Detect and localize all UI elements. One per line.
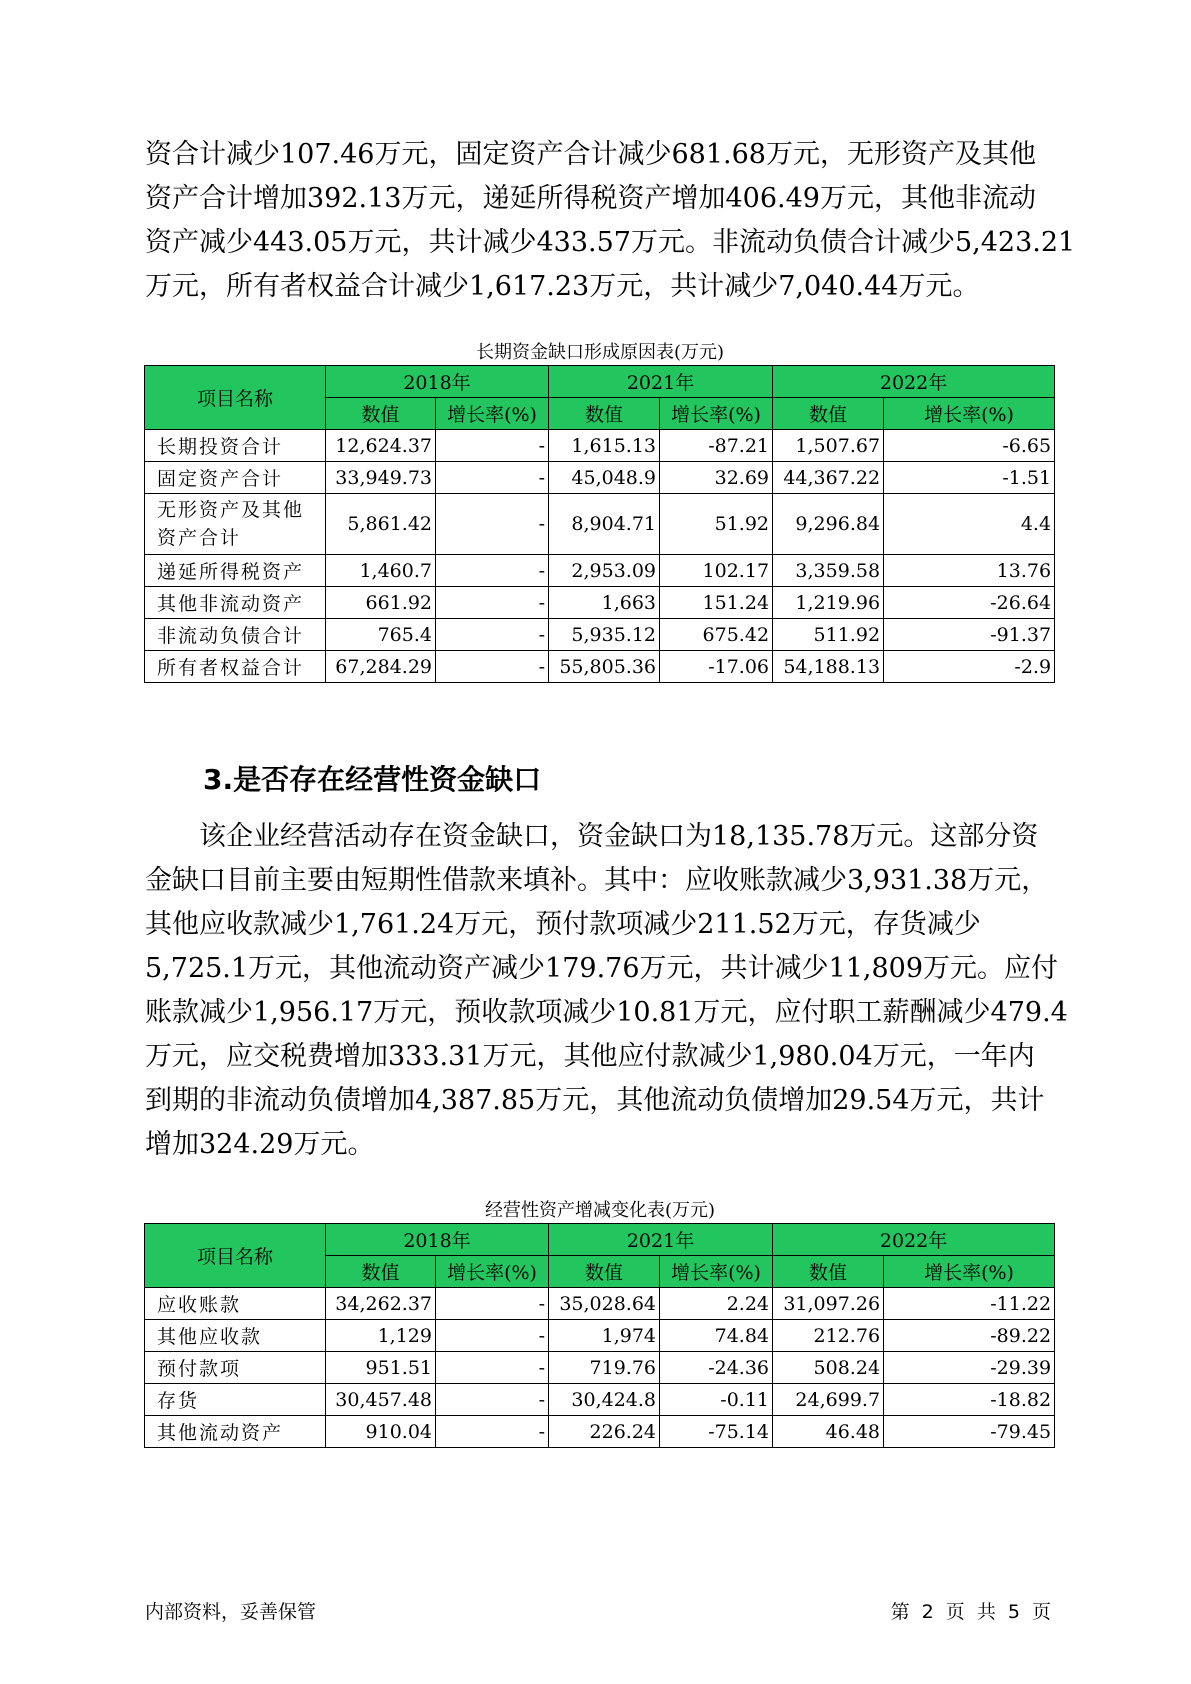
cell-value: 508.24 <box>773 1352 884 1384</box>
table-caption-operating: 经营性资产增减变化表(万元) <box>484 1200 716 1221</box>
row-name: 固定资产合计 <box>145 462 326 494</box>
cell-rate: 675.42 <box>660 619 773 651</box>
cell-value: 951.51 <box>326 1352 436 1384</box>
cell-rate: - <box>436 462 549 494</box>
header-year: 2021年 <box>549 1224 773 1256</box>
table-row <box>145 430 1055 462</box>
cell-value: 5,935.12 <box>549 619 660 651</box>
header-rate: 增长率(%) <box>660 398 773 430</box>
table-row <box>145 1416 1055 1448</box>
header-year: 2022年 <box>773 366 1055 398</box>
table-row <box>145 1384 1055 1416</box>
header-year: 2021年 <box>549 366 773 398</box>
text-line: 增加324.29万元。 <box>145 1129 375 1160</box>
row-name: 递延所得税资产 <box>145 555 326 587</box>
cell-rate: 32.69 <box>660 462 773 494</box>
header-value: 数值 <box>549 398 660 430</box>
cell-rate: 51.92 <box>660 494 773 555</box>
cell-value: 511.92 <box>773 619 884 651</box>
cell-rate: 4.4 <box>884 494 1055 555</box>
cell-value: 34,262.37 <box>326 1288 436 1320</box>
cell-rate: -26.64 <box>884 587 1055 619</box>
cell-value: 35,028.64 <box>549 1288 660 1320</box>
header-rate: 增长率(%) <box>436 1256 549 1288</box>
cell-value: 54,188.13 <box>773 651 884 683</box>
cell-rate: -87.21 <box>660 430 773 462</box>
cell-rate: 2.24 <box>660 1288 773 1320</box>
row-name: 无形资产及其他资产合计 <box>145 494 326 555</box>
cell-rate: -0.11 <box>660 1384 773 1416</box>
page-number: 第 2 页 共 5 页 <box>890 1601 1051 1623</box>
cell-value: 910.04 <box>326 1416 436 1448</box>
table-long-term-gap <box>144 365 1055 683</box>
header-value: 数值 <box>773 1256 884 1288</box>
cell-value: 1,507.67 <box>773 430 884 462</box>
text-line: 5,725.1万元，其他流动资产减少179.76万元，共计减少11,809万元。应付 <box>145 953 1059 984</box>
table-row <box>145 1288 1055 1320</box>
cell-value: 55,805.36 <box>549 651 660 683</box>
cell-rate: -75.14 <box>660 1416 773 1448</box>
text-line: 万元，所有者权益合计减少1,617.23万元，共计减少7,040.44万元。 <box>145 271 980 302</box>
text-line: 到期的非流动负债增加4,387.85万元，其他流动负债增加29.54万元，共计 <box>145 1085 1045 1116</box>
header-value: 数值 <box>326 1256 436 1288</box>
cell-rate: - <box>436 587 549 619</box>
cell-rate: -79.45 <box>884 1416 1055 1448</box>
table-operating-assets <box>144 1223 1055 1448</box>
text-line: 金缺口目前主要由短期性借款来填补。其中：应收账款减少3,931.38万元， <box>145 865 1049 896</box>
text-line: 万元，应交税费增加333.31万元，其他应付款减少1,980.04万元，一年内 <box>145 1041 1035 1072</box>
table-caption-long-term: 长期资金缺口形成原因表(万元) <box>475 342 725 363</box>
cell-rate: - <box>436 1288 549 1320</box>
cell-value: 226.24 <box>549 1416 660 1448</box>
header-value: 数值 <box>773 398 884 430</box>
table-row <box>145 619 1055 651</box>
header-rate: 增长率(%) <box>436 398 549 430</box>
cell-value: 24,699.7 <box>773 1384 884 1416</box>
cell-value: 30,424.8 <box>549 1384 660 1416</box>
text-line: 其他应收款减少1,761.24万元，预付款项减少211.52万元，存货减少 <box>145 909 981 940</box>
cell-rate: -29.39 <box>884 1352 1055 1384</box>
row-name: 应收账款 <box>145 1288 326 1320</box>
cell-value: 8,904.71 <box>549 494 660 555</box>
cell-rate: - <box>436 494 549 555</box>
cell-rate: - <box>436 555 549 587</box>
header-value: 数值 <box>549 1256 660 1288</box>
header-item-name: 项目名称 <box>145 366 326 430</box>
cell-value: 1,460.7 <box>326 555 436 587</box>
cell-rate: 74.84 <box>660 1320 773 1352</box>
cell-value: 661.92 <box>326 587 436 619</box>
cell-rate: - <box>436 619 549 651</box>
table-row <box>145 587 1055 619</box>
cell-value: 9,296.84 <box>773 494 884 555</box>
cell-rate: -89.22 <box>884 1320 1055 1352</box>
table-row <box>145 1320 1055 1352</box>
cell-value: 765.4 <box>326 619 436 651</box>
text-line: 账款减少1,956.17万元，预收款项减少10.81万元，应付职工薪酬减少479.4 <box>145 997 1068 1028</box>
text-line: 该企业经营活动存在资金缺口，资金缺口为18,135.78万元。这部分资 <box>199 821 1039 852</box>
cell-value: 1,974 <box>549 1320 660 1352</box>
cell-value: 1,615.13 <box>549 430 660 462</box>
row-name: 长期投资合计 <box>145 430 326 462</box>
cell-value: 44,367.22 <box>773 462 884 494</box>
cell-value: 30,457.48 <box>326 1384 436 1416</box>
cell-rate: 151.24 <box>660 587 773 619</box>
text-line: 资产合计增加392.13万元，递延所得税资产增加406.49万元，其他非流动 <box>145 183 1036 214</box>
cell-value: 719.76 <box>549 1352 660 1384</box>
cell-rate: -24.36 <box>660 1352 773 1384</box>
row-name: 其他非流动资产 <box>145 587 326 619</box>
cell-value: 45,048.9 <box>549 462 660 494</box>
row-name: 所有者权益合计 <box>145 651 326 683</box>
cell-rate: - <box>436 1352 549 1384</box>
cell-value: 46.48 <box>773 1416 884 1448</box>
cell-value: 212.76 <box>773 1320 884 1352</box>
cell-rate: -91.37 <box>884 619 1055 651</box>
cell-value: 5,861.42 <box>326 494 436 555</box>
cell-value: 3,359.58 <box>773 555 884 587</box>
row-name: 其他流动资产 <box>145 1416 326 1448</box>
text-line: 资合计减少107.46万元，固定资产合计减少681.68万元，无形资产及其他 <box>145 139 1036 170</box>
cell-rate: - <box>436 1384 549 1416</box>
row-name: 其他应收款 <box>145 1320 326 1352</box>
row-name: 预付款项 <box>145 1352 326 1384</box>
table-row <box>145 494 1055 555</box>
cell-rate: - <box>436 651 549 683</box>
header-rate: 增长率(%) <box>660 1256 773 1288</box>
header-rate: 增长率(%) <box>884 398 1055 430</box>
cell-rate: -17.06 <box>660 651 773 683</box>
cell-rate: -6.65 <box>884 430 1055 462</box>
table-row <box>145 1352 1055 1384</box>
cell-value: 12,624.37 <box>326 430 436 462</box>
cell-rate: -2.9 <box>884 651 1055 683</box>
cell-value: 33,949.73 <box>326 462 436 494</box>
footer-confidential-note: 内部资料，妥善保管 <box>145 1601 317 1623</box>
paragraph-long-term <box>145 133 1075 309</box>
cell-rate: - <box>436 430 549 462</box>
row-name: 非流动负债合计 <box>145 619 326 651</box>
cell-value: 1,663 <box>549 587 660 619</box>
table-row <box>145 555 1055 587</box>
cell-rate: -18.82 <box>884 1384 1055 1416</box>
section-heading: 3.是否存在经营性资金缺口 <box>203 763 542 796</box>
header-item-name: 项目名称 <box>145 1224 326 1288</box>
table-row <box>145 462 1055 494</box>
cell-rate: 13.76 <box>884 555 1055 587</box>
cell-value: 67,284.29 <box>326 651 436 683</box>
cell-rate: -11.22 <box>884 1288 1055 1320</box>
header-value: 数值 <box>326 398 436 430</box>
paragraph-operating <box>145 815 1075 1167</box>
table-row <box>145 651 1055 683</box>
cell-value: 1,219.96 <box>773 587 884 619</box>
row-name: 存货 <box>145 1384 326 1416</box>
cell-value: 1,129 <box>326 1320 436 1352</box>
text-line: 资产减少443.05万元，共计减少433.57万元。非流动负债合计减少5,423.21 <box>145 227 1076 258</box>
cell-rate: -1.51 <box>884 462 1055 494</box>
header-year: 2018年 <box>326 366 549 398</box>
cell-value: 31,097.26 <box>773 1288 884 1320</box>
header-year: 2022年 <box>773 1224 1055 1256</box>
cell-value: 2,953.09 <box>549 555 660 587</box>
header-rate: 增长率(%) <box>884 1256 1055 1288</box>
header-year: 2018年 <box>326 1224 549 1256</box>
cell-rate: - <box>436 1320 549 1352</box>
cell-rate: 102.17 <box>660 555 773 587</box>
cell-rate: - <box>436 1416 549 1448</box>
